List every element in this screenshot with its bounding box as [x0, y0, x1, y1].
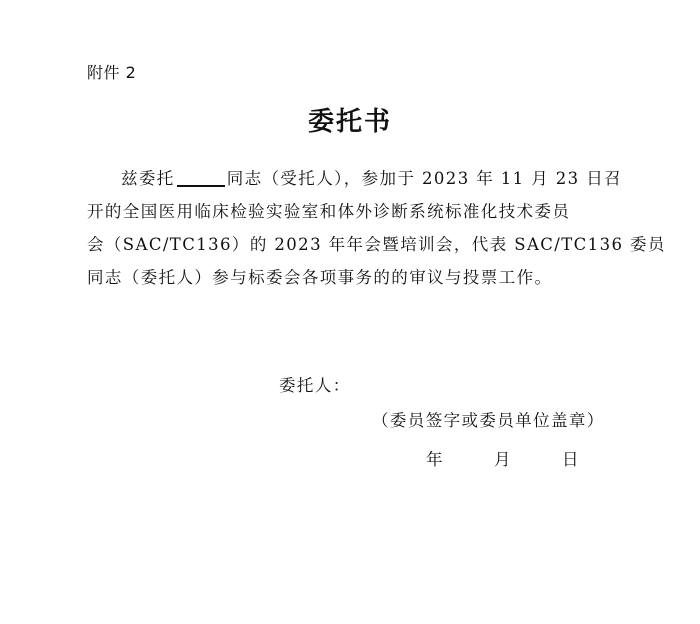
- trustee-name-blank: [177, 169, 225, 187]
- document-title: 委托书: [307, 107, 392, 137]
- date-year-label: 年: [426, 450, 443, 469]
- date-month-label: 月: [494, 450, 511, 469]
- body-line-1-end: 同志（受托人），参加于 2023 年 11 月 23 日召: [226, 169, 623, 188]
- body-line-1-start: 兹委托: [121, 169, 175, 188]
- body-line-3: 会（SAC/TC136）的 2023 年年会暨培训会，代表 SAC/TC136 委员: [87, 235, 666, 254]
- body-paragraph: [87, 162, 666, 294]
- body-line-4: 同志（委托人）参与标委会各项事务的的审议与投票工作。: [87, 268, 553, 287]
- date-day-label: 日: [562, 450, 579, 469]
- principal-label: 委托人：: [279, 376, 351, 395]
- attachment-label: 附件 2: [87, 63, 137, 82]
- signature-seal-note: （委员签字或委员单位盖章）: [372, 411, 605, 430]
- body-line-1: [87, 162, 623, 195]
- body-line-2: 开的全国医用临床检验实验室和体外诊断系统标准化技术委员: [87, 202, 571, 221]
